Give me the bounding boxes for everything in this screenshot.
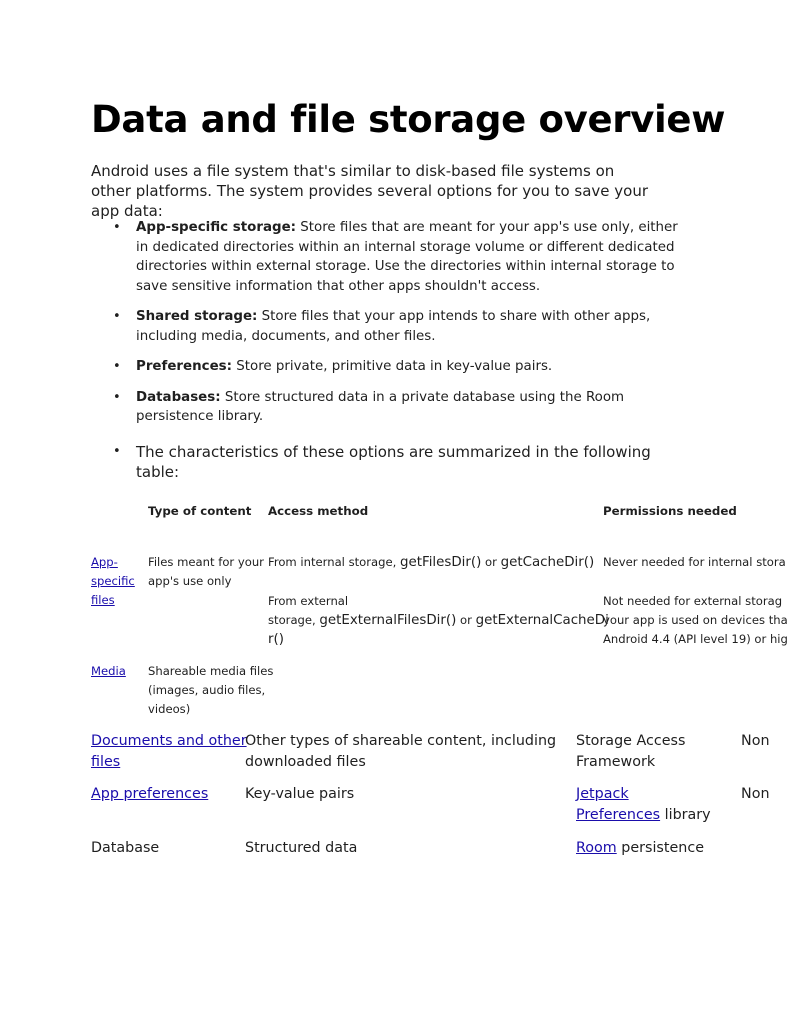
app-specific-type bbox=[148, 553, 264, 591]
summary-text: The characteristics of these options are summarized in the following table: bbox=[136, 442, 651, 481]
external-access-method bbox=[268, 592, 609, 649]
option-text: Store private, primitive data in key-value pairs. bbox=[236, 359, 553, 374]
database-type: Structured data bbox=[245, 840, 358, 856]
get-external-cache-dir-code-cont: r() bbox=[268, 632, 284, 647]
option-label: Databases: bbox=[136, 389, 221, 405]
list-item bbox=[91, 218, 681, 296]
link-line[interactable]: files bbox=[91, 753, 121, 770]
app-preferences-link[interactable] bbox=[91, 784, 208, 805]
get-external-cache-dir-code: getExternalCacheDi bbox=[475, 613, 609, 628]
header-type-of-content: Type of content bbox=[148, 504, 252, 518]
perm-line: your app is used on devices tha bbox=[603, 613, 788, 627]
access-line: From external bbox=[268, 594, 349, 608]
option-label: Shared storage: bbox=[136, 309, 258, 324]
option-text: Store structured data in a private database using the Room persistence library. bbox=[136, 389, 625, 424]
link-line[interactable]: files bbox=[91, 593, 115, 607]
link-text[interactable]: App preferences bbox=[91, 786, 209, 802]
access-prefix: storage, bbox=[268, 613, 316, 627]
type-line: Other types of shareable content, including bbox=[245, 733, 557, 749]
perm-line: Android 4.4 (API level 19) or hig bbox=[603, 632, 788, 646]
list-item bbox=[91, 357, 681, 377]
get-files-dir-code: getFilesDir() bbox=[400, 555, 482, 570]
room-link[interactable]: Room bbox=[576, 840, 617, 856]
type-line: videos) bbox=[148, 702, 191, 716]
access-suffix: persistence bbox=[621, 840, 705, 856]
media-link[interactable] bbox=[91, 662, 126, 681]
get-cache-dir-code: getCacheDir() bbox=[500, 555, 595, 570]
access-line: Storage Access bbox=[576, 733, 686, 749]
storage-options-list bbox=[91, 218, 681, 482]
or-text: or bbox=[460, 613, 472, 627]
list-item bbox=[91, 307, 681, 346]
header-access-method: Access method bbox=[268, 504, 369, 518]
preferences-link[interactable]: Preferences bbox=[576, 806, 661, 823]
access-suffix: library bbox=[664, 806, 711, 823]
app-specific-files-link[interactable] bbox=[91, 553, 135, 610]
documents-link[interactable] bbox=[91, 731, 247, 772]
or-text: or bbox=[485, 555, 497, 569]
preferences-type: Key-value pairs bbox=[245, 786, 355, 802]
perm-line: Not needed for external storag bbox=[603, 594, 783, 608]
option-label: App-specific storage: bbox=[136, 220, 297, 235]
list-item bbox=[91, 388, 681, 427]
internal-access-method bbox=[268, 553, 594, 572]
link-line[interactable]: Documents and other bbox=[91, 733, 247, 749]
access-line: Framework bbox=[576, 753, 656, 770]
type-line: (images, audio files, bbox=[148, 683, 266, 697]
type-line: Shareable media files bbox=[148, 664, 274, 678]
media-type bbox=[148, 662, 273, 719]
page-title: Data and file storage overview bbox=[91, 98, 726, 141]
documents-permission: Non bbox=[741, 733, 770, 749]
type-line: downloaded files bbox=[245, 753, 366, 770]
access-prefix: From internal storage, bbox=[268, 555, 397, 569]
type-line: Files meant for your bbox=[148, 555, 264, 569]
documents-type bbox=[245, 731, 556, 772]
link-line[interactable]: App- bbox=[91, 555, 118, 569]
intro-paragraph: Android uses a file system that's similar to disk-based file systems on other platforms. The system provides several options for you to save your app data: bbox=[91, 162, 649, 220]
option-text: Store files that are meant for your app's use only, either in dedicated directories within an internal storage volume or different dedicated directories within external storage. Use the directories within internal storage to save sensitive information that other apps shouldn't access. bbox=[136, 220, 678, 294]
internal-permission: Never needed for internal stora bbox=[603, 555, 786, 569]
link-text[interactable]: Media bbox=[91, 664, 126, 678]
option-text: Store files that your app intends to share with other apps, including media, documents, and other files. bbox=[136, 309, 651, 344]
jetpack-link[interactable]: Jetpack bbox=[576, 786, 629, 802]
header-permissions-needed: Permissions needed bbox=[603, 504, 737, 518]
option-label: Preferences: bbox=[136, 359, 232, 374]
database-label: Database bbox=[91, 840, 160, 856]
database-access bbox=[576, 838, 704, 859]
link-line[interactable]: specific bbox=[91, 574, 135, 588]
preferences-access bbox=[576, 784, 711, 825]
get-external-files-dir-code: getExternalFilesDir() bbox=[319, 613, 457, 628]
summary-item bbox=[91, 442, 681, 482]
type-line: app's use only bbox=[148, 574, 232, 588]
preferences-permission: Non bbox=[741, 786, 770, 802]
documents-access bbox=[576, 731, 685, 772]
external-permission bbox=[603, 592, 788, 649]
